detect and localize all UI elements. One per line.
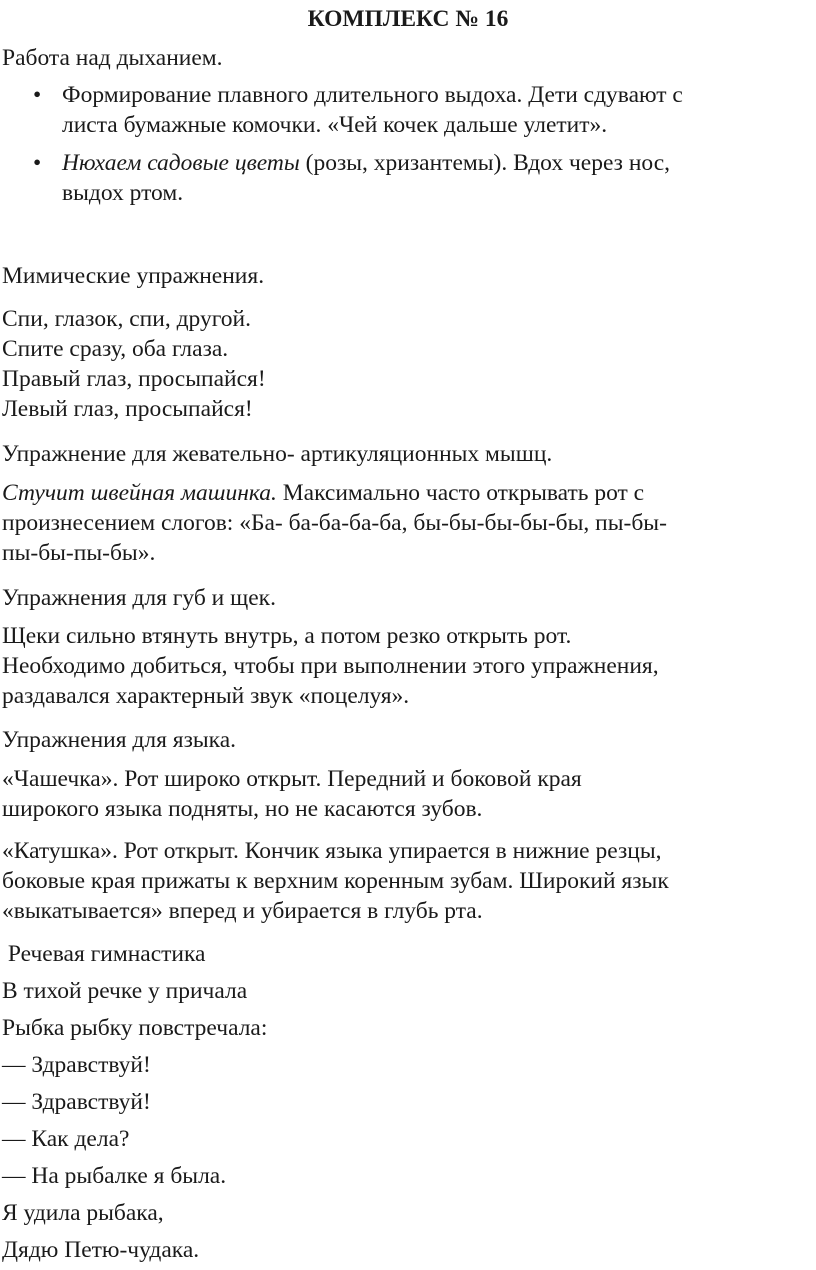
list-item-line: выдох ртом. <box>62 180 184 206</box>
list-item <box>0 148 812 208</box>
italic-phrase: Нюхаем садовые цветы <box>62 150 300 176</box>
speech-line: — Здравствуй! <box>2 1052 151 1078</box>
paragraph-line: произнесением слогов: «Ба- ба-ба-ба-ба, бы-бы-бы-бы-бы, пы-бы- <box>2 510 667 536</box>
speech-heading: Речевая гимнастика <box>2 941 206 967</box>
lips-heading: Упражнения для губ и щек. <box>2 585 276 611</box>
list-item-text: (розы, хризантемы). Вдох через нос, <box>299 150 671 176</box>
tongue-cup-exercise <box>2 764 802 824</box>
paragraph-line: пы-бы-пы-бы». <box>2 540 156 566</box>
poem-line: Правый глаз, просыпайся! <box>2 366 266 392</box>
lips-description <box>2 621 802 711</box>
speech-line: Рыбка рыбку повстречала: <box>2 1015 268 1041</box>
paragraph-line: Щеки сильно втянуть внутрь, а потом резко открыть рот. <box>2 623 572 649</box>
chewing-description <box>2 478 802 568</box>
tongue-heading: Упражнения для языка. <box>2 727 237 753</box>
speech-line: — На рыбалке я была. <box>2 1163 227 1189</box>
paragraph-line: боковые края прижаты к верхним коренным зубам. Широкий язык <box>2 868 669 894</box>
poem-line: Левый глаз, просыпайся! <box>2 396 253 422</box>
speech-line: Я удила рыбака, <box>2 1200 164 1226</box>
paragraph-text: Максимально часто открывать рот с <box>276 480 645 506</box>
breathing-list <box>0 80 816 208</box>
italic-phrase: Стучит швейная машинка. <box>2 480 277 506</box>
paragraph-line: Необходимо добиться, чтобы при выполнении этого упражнения, <box>2 653 659 679</box>
speech-line: В тихой речке у причала <box>2 978 248 1004</box>
bullet-icon: • <box>33 82 42 108</box>
chewing-heading: Упражнение для жевательно- артикуляционных мышц. <box>2 441 553 467</box>
speech-line: — Здравствуй! <box>2 1089 151 1115</box>
list-item-line: листа бумажные комочки. «Чей кочек дальше улетит». <box>62 112 608 138</box>
document-title: КОМПЛЕКС № 16 <box>307 6 509 32</box>
breathing-heading: Работа над дыханием. <box>2 45 223 71</box>
paragraph-line: «Чашечка». Рот широко открыт. Передний и боковой края <box>2 766 582 792</box>
speech-line: — Как дела? <box>2 1126 130 1152</box>
list-item-line <box>62 148 812 178</box>
paragraph-line: широкого языка подняты, но не касаются зубов. <box>2 796 483 822</box>
tongue-reel-exercise <box>2 836 802 926</box>
list-item <box>0 80 812 140</box>
bullet-icon: • <box>33 150 42 176</box>
poem-line: Спите сразу, оба глаза. <box>2 336 229 362</box>
poem-line: Спи, глазок, спи, другой. <box>2 306 251 332</box>
mimic-heading: Мимические упражнения. <box>2 263 265 289</box>
paragraph-line: «выкатывается» вперед и убирается в глубь рта. <box>2 898 483 924</box>
speech-line: Дядю Петю-чудака. <box>2 1237 200 1263</box>
paragraph-line: раздавался характерный звук «поцелуя». <box>2 683 410 709</box>
list-item-line: Формирование плавного длительного выдоха. Дети сдувают с <box>62 82 683 108</box>
paragraph-line <box>2 478 802 508</box>
mimic-poem <box>2 304 802 424</box>
paragraph-line: «Катушка». Рот открыт. Кончик языка упирается в нижние резцы, <box>2 838 662 864</box>
